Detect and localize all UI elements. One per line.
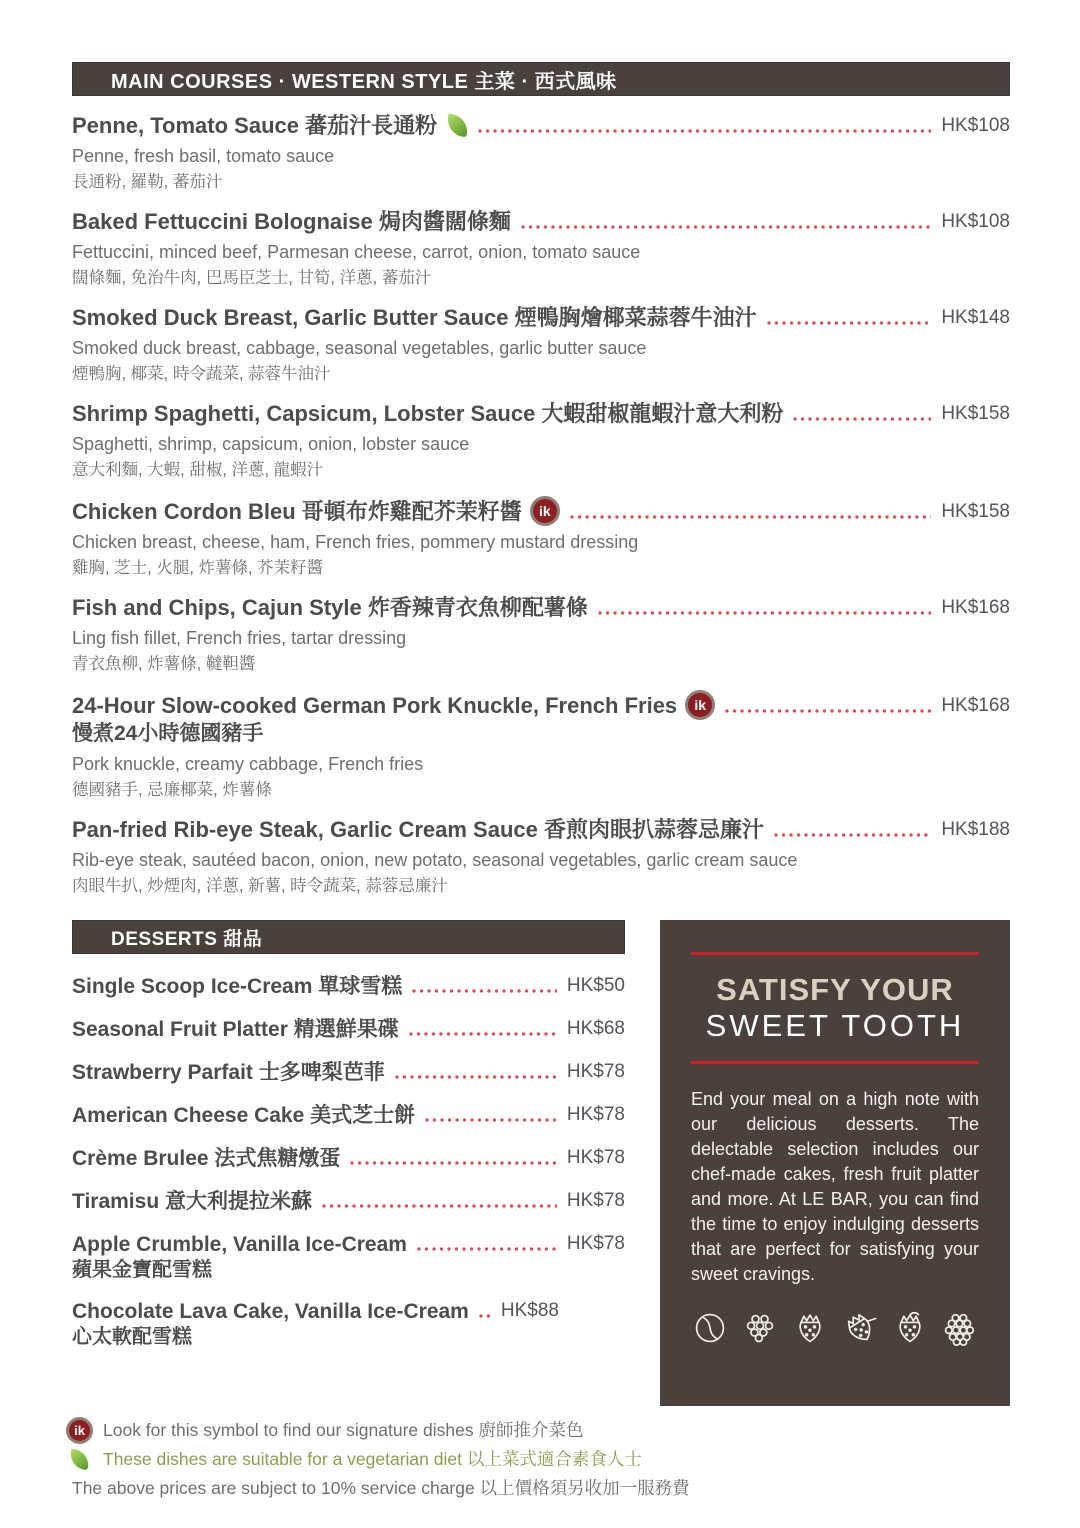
item-name: Apple Crumble, Vanilla Ice-Cream [72,1233,407,1256]
dessert-item [72,1103,625,1129]
desserts-section-bar [72,920,625,954]
dotted-leader [570,515,932,519]
promo-title-line2: SWEET TOOTH [705,1008,965,1043]
vegetarian-note-text: These dishes are suitable for a vegetarian diet 以上菜式適合素食人士 [103,1449,642,1469]
promo-fruit-icons [691,1309,979,1347]
item-title-row [72,1189,625,1215]
item-title-row [72,1299,625,1325]
item-name: Fish and Chips, Cajun Style 炸香辣青衣魚柳配薯條 [72,595,588,620]
dotted-leader [409,1032,557,1036]
dessert-item [72,1060,625,1086]
item-desc-zh: 闊條麵, 免治牛肉, 巴馬臣芝士, 甘筍, 洋蔥, 蕃茄汁 [72,269,432,287]
item-name: Chocolate Lava Cake, Vanilla Ice-Cream [72,1300,469,1323]
dotted-leader [395,1075,557,1079]
dessert-item [72,1017,625,1043]
item-name-zh: 蘋果金寶配雪糕 [72,1259,212,1281]
item-price: HK$158 [941,501,1010,522]
raspberry-icon [741,1309,779,1347]
dotted-leader [350,1161,556,1165]
item-name: Strawberry Parfait 士多啤梨芭菲 [72,1061,385,1084]
item-desc-en: Chicken breast, cheese, ham, French fries, pommery mustard dressing [72,532,639,552]
item-title-row [72,208,1010,236]
item-desc-en: Penne, fresh basil, tomato sauce [72,146,335,166]
dotted-leader [478,129,931,133]
item-name: Penne, Tomato Sauce 蕃茄汁長通粉 [72,113,438,138]
desserts-region [72,920,1010,1406]
item-title-row [72,112,1010,140]
main-courses-list [72,112,1010,898]
item-desc-en: Ling fish fillet, French fries, tartar dressing [72,628,407,648]
item-title-row [72,496,1010,526]
item-name: Chicken Cordon Bleu 哥頓布炸雞配芥茉籽醬 [72,499,522,524]
blackberry-icon [941,1309,979,1347]
item-name: American Cheese Cake 美式芝士餅 [72,1104,416,1127]
sweet-tooth-promo-box [660,920,1010,1406]
item-desc-en: Smoked duck breast, cabbage, seasonal vegetables, garlic butter sauce [72,338,647,358]
item-name: Smoked Duck Breast, Garlic Butter Sauce 煙鴨胸燴椰菜蒜蓉牛油汁 [72,305,757,330]
item-name: Single Scoop Ice-Cream 單球雪糕 [72,975,403,998]
dotted-leader [412,989,557,993]
ik-signature-badge: ik [685,690,715,720]
dessert-item [72,1232,625,1282]
ik-signature-badge: ik [66,1417,93,1444]
main-courses-section-bar [72,62,1010,96]
vegetarian-leaf-icon [69,1449,90,1470]
item-desc-zh: 雞胸, 芝士, 火腿, 炸薯條, 芥茉籽醬 [72,559,324,577]
item-title-row [72,304,1010,332]
item-price: HK$168 [941,597,1010,618]
item-price: HK$78 [566,1190,625,1211]
main-courses-header: MAIN COURSES · WESTERN STYLE 主菜 · 西式風味 [111,70,617,93]
main-course-item [72,112,1010,194]
promo-title-line1: SATISFY YOUR [716,972,954,1007]
item-price: HK$78 [566,1061,625,1082]
item-price: HK$148 [941,307,1010,328]
item-desc-en: Rib-eye steak, sautéed bacon, onion, new potato, seasonal vegetables, garlic cream sauce [72,850,798,870]
dotted-leader [479,1314,491,1318]
item-name: Crème Brulee 法式焦糖燉蛋 [72,1147,341,1170]
item-name: Seasonal Fruit Platter 精選鮮果碟 [72,1018,399,1041]
item-price: HK$68 [566,1018,625,1039]
item-name: 24-Hour Slow-cooked German Pork Knuckle, French Fries [72,693,678,718]
item-name-zh: 慢煮24小時德國豬手 [72,722,264,745]
item-price: HK$168 [941,695,1010,716]
dessert-item [72,1189,625,1215]
item-title-row [72,400,1010,428]
desserts-list [72,974,625,1349]
dotted-leader [425,1118,557,1122]
item-title-row [72,690,1010,720]
dotted-leader [322,1204,557,1208]
main-course-item [72,304,1010,386]
strawberry-stem-icon [891,1309,929,1347]
coffee-bean-icon [691,1309,729,1347]
item-name: Shrimp Spaghetti, Capsicum, Lobster Sauce 大蝦甜椒龍蝦汁意大利粉 [72,401,784,426]
desserts-column [72,920,625,1406]
dotted-leader [598,611,932,615]
item-title-row [72,594,1010,622]
item-price: HK$108 [941,211,1010,232]
dessert-item [72,974,625,1000]
item-desc-en: Pork knuckle, creamy cabbage, French fries [72,754,424,774]
main-course-item [72,400,1010,482]
footnotes [72,1416,1010,1503]
dessert-item [72,1146,625,1172]
main-course-item [72,816,1010,898]
item-price: HK$88 [500,1300,559,1321]
item-price: HK$78 [566,1147,625,1168]
dotted-leader [521,225,931,229]
desserts-header: DESSERTS 甜品 [111,928,263,950]
item-name-zh: 心太軟配雪糕 [72,1326,192,1348]
item-desc-zh: 德國豬手, 忌廉椰菜, 炸薯條 [72,781,272,799]
item-title-row [72,1232,625,1258]
item-price: HK$188 [941,819,1010,840]
strawberry-icon [791,1309,829,1347]
promo-bottom-rule [691,1061,979,1064]
vegetarian-leaf-icon [446,114,470,138]
main-course-item [72,496,1010,580]
promo-top-rule [691,952,979,955]
signature-note [66,1416,1010,1445]
item-desc-zh: 意大利麵, 大蝦, 甜椒, 洋蔥, 龍蝦汁 [72,461,324,479]
item-price: HK$50 [566,975,625,996]
service-charge-note [72,1474,1010,1503]
vegetarian-note [66,1445,1010,1474]
item-name: Tiramisu 意大利提拉米蘇 [72,1190,312,1213]
signature-note-text: Look for this symbol to find our signature dishes 廚師推介菜色 [103,1420,584,1440]
item-price: HK$158 [941,403,1010,424]
item-name: Pan-fried Rib-eye Steak, Garlic Cream Sauce 香煎肉眼扒蒜蓉忌廉汁 [72,817,764,842]
item-price: HK$108 [941,115,1010,136]
item-name: Baked Fettuccini Bolognaise 焗肉醬闊條麵 [72,209,511,234]
dotted-leader [417,1247,557,1251]
item-desc-zh: 煙鴨胸, 椰菜, 時令蔬菜, 蒜蓉牛油汁 [72,365,331,383]
dotted-leader [793,417,931,421]
item-title-row [72,1103,625,1129]
item-title-row [72,1146,625,1172]
item-price: HK$78 [566,1233,625,1254]
dotted-leader [774,833,931,837]
main-course-item [72,594,1010,676]
item-title-row [72,1060,625,1086]
main-course-item [72,208,1010,290]
dessert-item [72,1299,625,1349]
item-desc-en: Fettuccini, minced beef, Parmesan cheese, carrot, onion, tomato sauce [72,242,641,262]
promo-body-text: End your meal on a high note with our delicious desserts. The delectable selection includes our chef-made cakes, fresh fruit platter and more. At LE BAR, you can find the time to enjoy indulging desserts that are perfect for satisfying your sweet cravings. [691,1089,979,1284]
item-title-row [72,816,1010,844]
item-price: HK$78 [566,1104,625,1125]
strawberry-bitten-icon [841,1309,879,1347]
item-title-row [72,1017,625,1043]
ik-signature-badge: ik [530,496,560,526]
item-desc-en: Spaghetti, shrimp, capsicum, onion, lobster sauce [72,434,470,454]
item-title-row [72,974,625,1000]
item-desc-zh: 肉眼牛扒, 炒煙肉, 洋蔥, 新薯, 時令蔬菜, 蒜蓉忌廉汁 [72,877,448,895]
dotted-leader [725,709,931,713]
item-desc-zh: 長通粉, 羅勒, 蕃茄汁 [72,173,223,191]
item-desc-zh: 青衣魚柳, 炸薯條, 韃靼醬 [72,655,256,673]
main-course-item [72,690,1010,802]
service-charge-note-text: The above prices are subject to 10% service charge 以上價格須另收加一服務費 [72,1478,690,1498]
dotted-leader [767,321,932,325]
